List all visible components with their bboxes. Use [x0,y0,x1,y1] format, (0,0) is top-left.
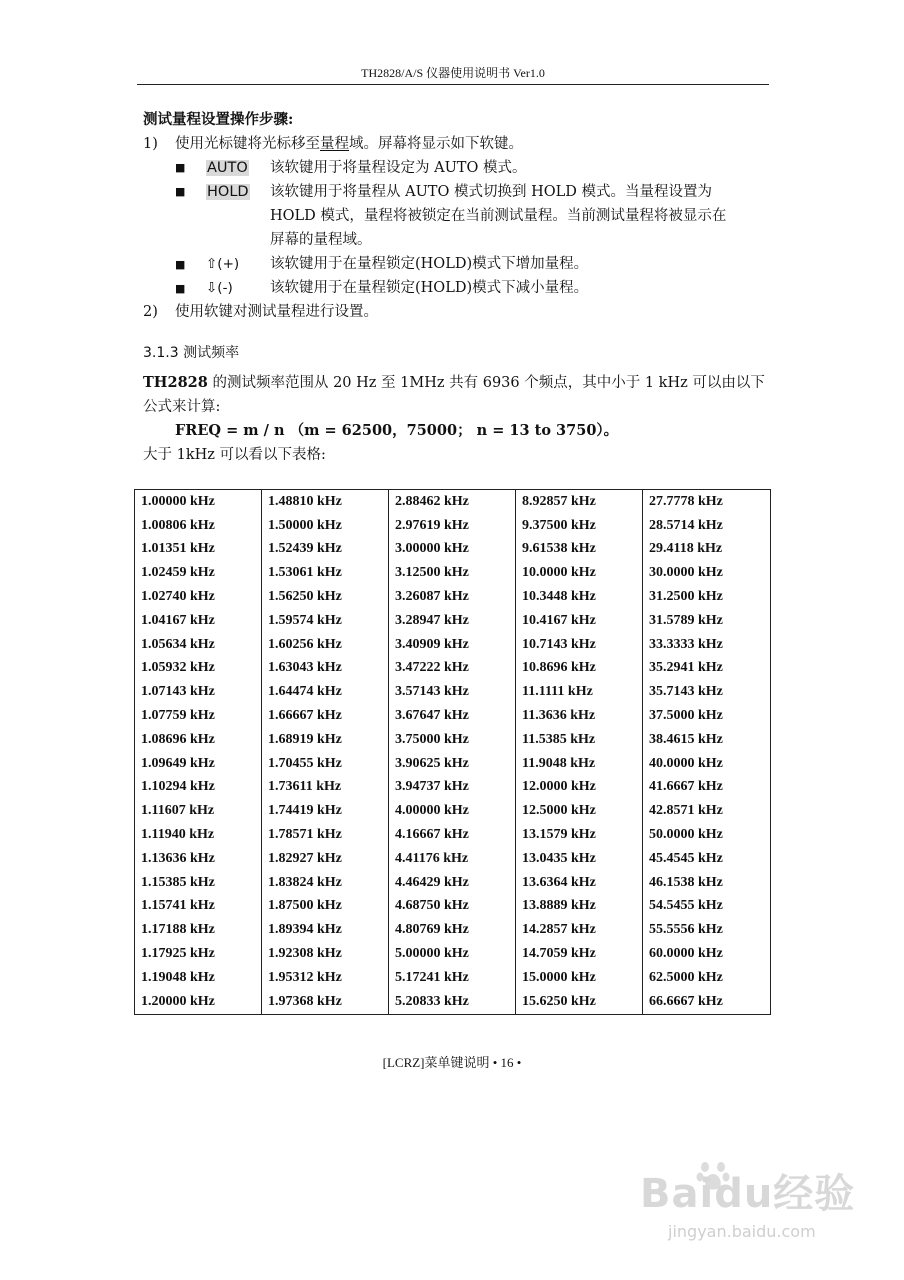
table-cell: 1.04167 kHz [135,609,262,633]
table-cell: 10.4167 kHz [516,609,643,633]
table-cell: 13.6364 kHz [516,871,643,895]
table-cell: 1.05932 kHz [135,657,262,681]
table-cell: 8.92857 kHz [516,490,643,514]
table-cell: 28.5714 kHz [643,514,771,538]
table-cell: 1.60256 kHz [262,633,389,657]
table-cell: 1.17925 kHz [135,942,262,966]
table-cell: 1.64474 kHz [262,680,389,704]
table-cell: 1.78571 kHz [262,823,389,847]
table-cell: 46.1538 kHz [643,871,771,895]
table-cell: 3.28947 kHz [389,609,516,633]
table-cell: 1.68919 kHz [262,728,389,752]
bullet-square-icon: ■ [175,258,186,271]
step-2-text: 使用软键对测试量程进行设置。 [175,304,378,320]
table-cell: 15.0000 kHz [516,966,643,990]
table-cell: 10.7143 kHz [516,633,643,657]
table-cell: 13.1579 kHz [516,823,643,847]
table-cell: 37.5000 kHz [643,704,771,728]
table-cell: 1.13636 kHz [135,847,262,871]
table-cell: 1.07143 kHz [135,680,262,704]
table-row [135,538,771,562]
table-cell: 1.89394 kHz [262,918,389,942]
bullet-square-icon: ■ [175,185,186,198]
table-cell: 3.47222 kHz [389,657,516,681]
table-cell: 1.74419 kHz [262,799,389,823]
table-row [135,871,771,895]
table-cell: 3.40909 kHz [389,633,516,657]
table-cell: 40.0000 kHz [643,752,771,776]
table-cell: 1.02740 kHz [135,585,262,609]
table-cell: 3.90625 kHz [389,752,516,776]
table-row [135,609,771,633]
table-cell: 3.67647 kHz [389,704,516,728]
table-row [135,918,771,942]
table-cell: 35.7143 kHz [643,680,771,704]
watermark-brand: Baidu经验 [640,1171,856,1217]
table-intro: 大于 1kHz 可以看以下表格: [143,447,326,463]
table-cell: 1.92308 kHz [262,942,389,966]
table-cell: 14.7059 kHz [516,942,643,966]
table-cell: 54.5455 kHz [643,895,771,919]
table-cell: 3.12500 kHz [389,561,516,585]
table-row [135,990,771,1014]
table-cell: 55.5556 kHz [643,918,771,942]
table-cell: 1.87500 kHz [262,895,389,919]
hold-softkey-desc-line3: 屏幕的量程域。 [270,232,372,248]
table-row [135,585,771,609]
hold-softkey[interactable]: HOLD [207,184,249,200]
table-cell: 1.56250 kHz [262,585,389,609]
step-1-text-a: 使用光标键将光标移至 [175,136,320,152]
table-row [135,823,771,847]
table-cell: 13.0435 kHz [516,847,643,871]
auto-softkey-desc: 该软键用于将量程设定为 AUTO 模式。 [270,160,527,176]
table-cell: 9.37500 kHz [516,514,643,538]
table-cell: 30.0000 kHz [643,561,771,585]
table-cell: 12.5000 kHz [516,799,643,823]
table-cell: 1.48810 kHz [262,490,389,514]
table-row [135,728,771,752]
table-cell: 38.4615 kHz [643,728,771,752]
table-row [135,942,771,966]
table-cell: 35.2941 kHz [643,657,771,681]
table-cell: 1.00000 kHz [135,490,262,514]
table-row [135,514,771,538]
table-cell: 3.00000 kHz [389,538,516,562]
range-setup-heading: 测试量程设置操作步骤: [143,111,294,128]
step-1-text [175,134,523,154]
table-cell: 1.11607 kHz [135,799,262,823]
table-cell: 45.4545 kHz [643,847,771,871]
table-cell: 4.41176 kHz [389,847,516,871]
table-row [135,704,771,728]
step-1-number: 1) [143,136,158,152]
table-row [135,966,771,990]
table-cell: 29.4118 kHz [643,538,771,562]
table-cell: 14.2857 kHz [516,918,643,942]
table-row [135,752,771,776]
table-row [135,680,771,704]
page-header: TH2828/A/S 仪器使用说明书 Ver1.0 [137,62,769,85]
table-cell: 10.0000 kHz [516,561,643,585]
table-row [135,561,771,585]
table-cell: 1.10294 kHz [135,776,262,800]
freq-intro-text: 的测试频率范围从 20 Hz 至 1MHz 共有 6936 个频点，其中小于 1 kHz 可以由以下 [207,375,765,391]
step-1-text-b: 域。屏幕将显示如下软键。 [349,136,523,152]
table-cell: 1.63043 kHz [262,657,389,681]
table-cell: 1.07759 kHz [135,704,262,728]
table-cell: 11.5385 kHz [516,728,643,752]
freq-intro-line2: 公式来计算: [143,399,221,415]
table-cell: 1.05634 kHz [135,633,262,657]
table-row [135,847,771,871]
page-footer: [LCRZ]菜单键说明 • 16 • [382,1055,522,1070]
range-up-softkey[interactable]: ⇧(+) [206,256,240,272]
frequency-table [134,489,771,1015]
table-cell: 4.46429 kHz [389,871,516,895]
table-cell: 9.61538 kHz [516,538,643,562]
table-cell: 31.2500 kHz [643,585,771,609]
table-cell: 1.09649 kHz [135,752,262,776]
table-row [135,490,771,514]
section-heading-test-frequency: 3.1.3 测试频率 [143,345,240,361]
auto-softkey[interactable]: AUTO [207,160,248,176]
table-cell: 11.9048 kHz [516,752,643,776]
table-cell: 27.7778 kHz [643,490,771,514]
table-cell: 3.94737 kHz [389,776,516,800]
table-cell: 10.8696 kHz [516,657,643,681]
table-cell: 1.95312 kHz [262,966,389,990]
table-cell: 4.00000 kHz [389,799,516,823]
table-cell: 33.3333 kHz [643,633,771,657]
table-cell: 1.00806 kHz [135,514,262,538]
table-cell: 3.26087 kHz [389,585,516,609]
table-cell: 12.0000 kHz [516,776,643,800]
table-row [135,895,771,919]
table-cell: 1.97368 kHz [262,990,389,1014]
table-cell: 1.01351 kHz [135,538,262,562]
watermark-url: jingyan.baidu.com [668,1222,816,1241]
table-cell: 1.02459 kHz [135,561,262,585]
table-cell: 1.66667 kHz [262,704,389,728]
table-cell: 1.19048 kHz [135,966,262,990]
table-cell: 15.6250 kHz [516,990,643,1014]
table-cell: 2.97619 kHz [389,514,516,538]
table-cell: 1.53061 kHz [262,561,389,585]
table-cell: 1.17188 kHz [135,918,262,942]
table-cell: 4.80769 kHz [389,918,516,942]
table-cell: 1.08696 kHz [135,728,262,752]
table-cell: 1.83824 kHz [262,871,389,895]
bullet-square-icon: ■ [175,282,186,295]
table-cell: 3.57143 kHz [389,680,516,704]
hold-softkey-desc-line2: HOLD 模式，量程将被锁定在当前测试量程。当前测试量程将被显示在 [270,208,727,224]
table-cell: 1.15385 kHz [135,871,262,895]
table-cell: 1.59574 kHz [262,609,389,633]
table-cell: 10.3448 kHz [516,585,643,609]
table-cell: 5.20833 kHz [389,990,516,1014]
table-cell: 1.50000 kHz [262,514,389,538]
model-name: TH2828 [143,374,208,391]
table-cell: 60.0000 kHz [643,942,771,966]
table-cell: 42.8571 kHz [643,799,771,823]
freq-formula: FREQ = m / n （m = 62500，75000； n = 13 to 3750）。 [175,422,619,439]
table-cell: 1.15741 kHz [135,895,262,919]
range-down-softkey-desc: 该软键用于在量程锁定(HOLD)模式下减小量程。 [270,280,589,296]
table-cell: 1.70455 kHz [262,752,389,776]
table-cell: 31.5789 kHz [643,609,771,633]
table-row [135,657,771,681]
table-cell: 11.3636 kHz [516,704,643,728]
table-cell: 3.75000 kHz [389,728,516,752]
table-cell: 1.20000 kHz [135,990,262,1014]
table-cell: 1.82927 kHz [262,847,389,871]
table-cell: 4.68750 kHz [389,895,516,919]
freq-intro-line1 [143,373,765,393]
table-cell: 1.52439 kHz [262,538,389,562]
step-2-number: 2) [143,304,158,320]
table-row [135,799,771,823]
hold-softkey-desc-line1: 该软键用于将量程从 AUTO 模式切换到 HOLD 模式。当量程设置为 [270,184,712,200]
range-up-softkey-desc: 该软键用于在量程锁定(HOLD)模式下增加量程。 [270,256,589,272]
table-row [135,633,771,657]
table-cell: 13.8889 kHz [516,895,643,919]
bullet-square-icon: ■ [175,161,186,174]
table-cell: 41.6667 kHz [643,776,771,800]
table-cell: 1.73611 kHz [262,776,389,800]
range-down-softkey[interactable]: ⇩(-) [206,280,233,296]
table-cell: 62.5000 kHz [643,966,771,990]
table-cell: 5.17241 kHz [389,966,516,990]
table-cell: 2.88462 kHz [389,490,516,514]
table-cell: 66.6667 kHz [643,990,771,1014]
table-cell: 1.11940 kHz [135,823,262,847]
table-cell: 5.00000 kHz [389,942,516,966]
range-field-link: 量程 [320,136,349,152]
table-cell: 4.16667 kHz [389,823,516,847]
table-cell: 50.0000 kHz [643,823,771,847]
table-cell: 11.1111 kHz [516,680,643,704]
table-row [135,776,771,800]
